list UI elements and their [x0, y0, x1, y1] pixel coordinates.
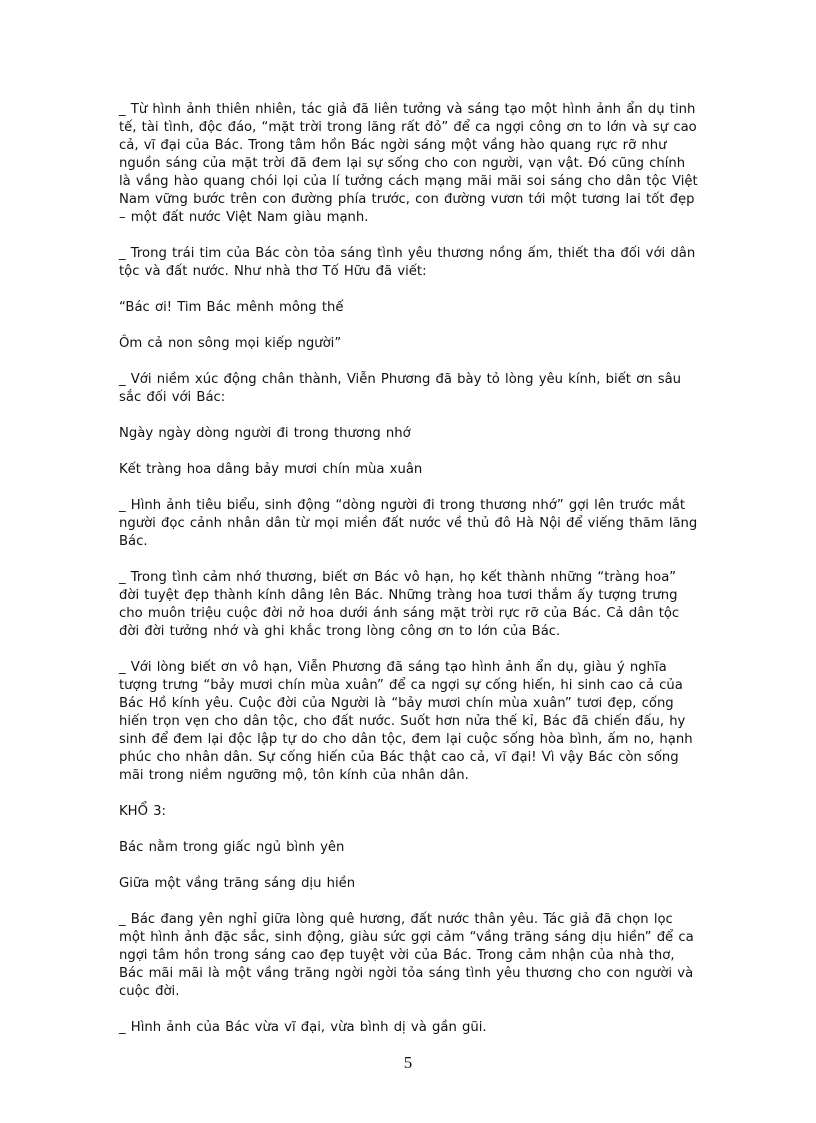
- paragraph: _ Từ hình ảnh thiên nhiên, tác giả đã liên tưởng và sáng tạo một hình ảnh ẩn dụ tinh tế, tài tình, độc đáo, “mặt trời trong lăng rất đỏ” để ca ngợi công ơn to lớn và sự cao cả, vĩ đại của Bác. Trong tâm hồn Bác ngời sáng một vầng hào quang rực rỡ như nguồn sáng của mặt trời đã đem lại sự sống cho con người, vạn vật. Đó cũng chính là vầng hào quang chói lọi của lí tưởng cách mạng mãi mãi soi sáng cho dân tộc Việt Nam vững bước trên con đường phía trước, con đường vươn tới một tương lai tốt đẹp – một đất nước Việt Nam giàu mạnh.: [119, 102, 698, 225]
- poem-line: Bác nằm trong giấc ngủ bình yên: [119, 840, 345, 855]
- poem-line: “Bác ơi! Tim Bác mênh mông thế: [119, 300, 344, 315]
- page-number: 5: [403, 1053, 413, 1072]
- paragraph: _ Trong trái tim của Bác còn tỏa sáng tình yêu thương nồng ấm, thiết tha đối với dân tộc và đất nước. Như nhà thơ Tố Hữu đã viết:: [119, 246, 696, 279]
- paragraph: _ Với lòng biết ơn vô hạn, Viễn Phương đã sáng tạo hình ảnh ẩn dụ, giàu ý nghĩa tượng trưng “bảy mươi chín mùa xuân” để ca ngợi sự cống hiến, hi sinh cao cả của Bác Hồ kính yêu. Cuộc đời của Người là “bảy mươi chín mùa xuân” tươi đẹp, cống hiến trọn vẹn cho dân tộc, cho đất nước. Suốt hơn nửa thế kỉ, Bác đã chiến đấu, hy sinh để đem lại độc lập tự do cho dân tộc, đem lại cuộc sống hòa bình, ấm no, hạnh phúc cho nhân dân. Sự cống hiến của Bác thật cao cả, vĩ đại! Vì vậy Bác còn sống mãi trong niềm ngưỡng mộ, tôn kính của nhân dân.: [119, 660, 693, 783]
- document-body: [119, 101, 699, 1055]
- poem-line: Kết tràng hoa dâng bảy mươi chín mùa xuân: [119, 462, 423, 477]
- poem-line: Ôm cả non sông mọi kiếp người”: [119, 336, 342, 351]
- poem-line: Giữa một vầng trăng sáng dịu hiền: [119, 876, 356, 891]
- paragraph: _ Hình ảnh tiêu biểu, sinh động “dòng người đi trong thương nhớ” gợi lên trước mắt người đọc cảnh nhân dân từ mọi miền đất nước về thủ đô Hà Nội để viếng thăm lăng Bác.: [119, 498, 698, 549]
- paragraph: _ Với niềm xúc động chân thành, Viễn Phương đã bày tỏ lòng yêu kính, biết ơn sâu sắc đối với Bác:: [119, 372, 682, 405]
- paragraph: _ Hình ảnh của Bác vừa vĩ đại, vừa bình dị và gần gũi.: [119, 1020, 487, 1035]
- paragraph: _ Trong tình cảm nhớ thương, biết ơn Bác vô hạn, họ kết thành những “tràng hoa” đời tuyệt đẹp thành kính dâng lên Bác. Những tràng hoa tươi thắm ấy tượng trưng cho muôn triệu cuộc đời nở hoa dưới ánh sáng mặt trời rực rỡ của Bác. Cả dân tộc đời đời tưởng nhớ và ghi khắc trong lòng công ơn to lớn của Bác.: [119, 570, 680, 639]
- poem-line: Ngày ngày dòng người đi trong thương nhớ: [119, 426, 411, 441]
- paragraph: _ Bác đang yên nghỉ giữa lòng quê hương, đất nước thân yêu. Tác giả đã chọn lọc một hình ảnh đặc sắc, sinh động, giàu sức gợi cảm “vầng trăng sáng dịu hiền” để ca ngợi tâm hồn trong sáng cao đẹp tuyệt vời của Bác. Trong cảm nhận của nhà thơ, Bác mãi mãi là một vầng trăng ngời ngời tỏa sáng tình yêu thương cho con người và cuộc đời.: [119, 912, 694, 999]
- section-heading: KHỔ 3:: [119, 804, 166, 819]
